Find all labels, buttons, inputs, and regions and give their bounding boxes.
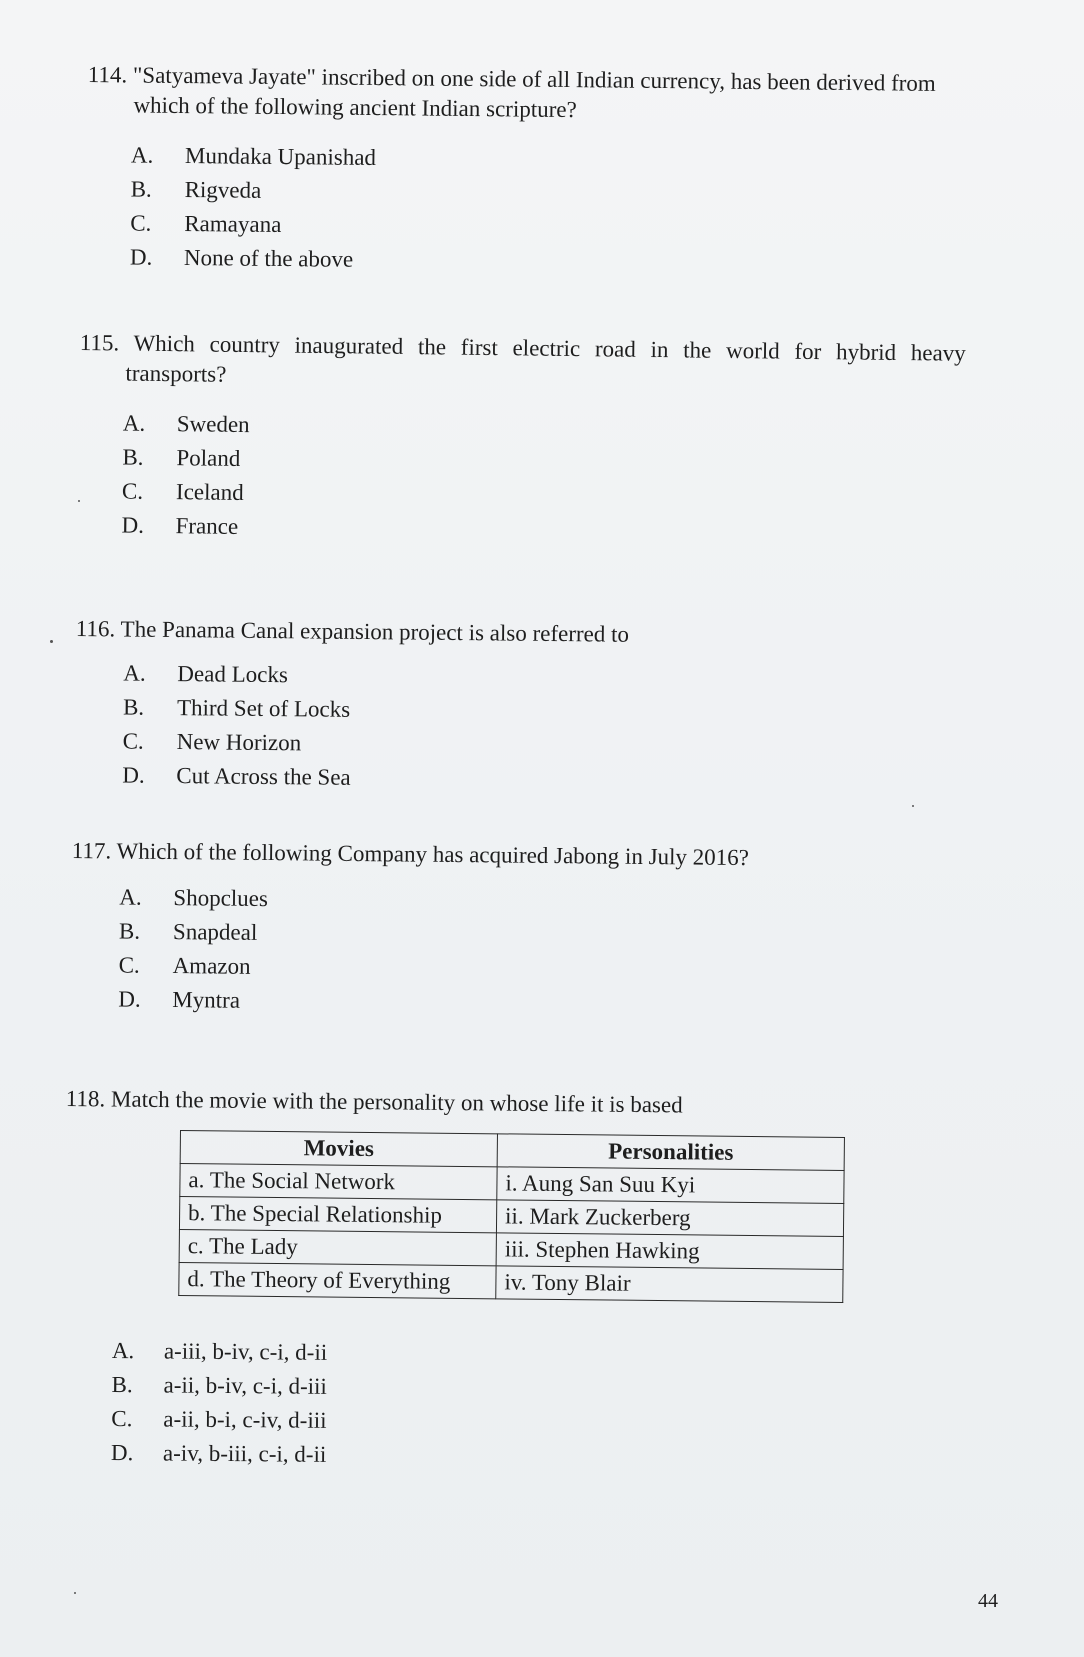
- question-number: 115.: [79, 329, 120, 356]
- option-b: B. Third Set of Locks: [122, 694, 351, 722]
- option-c: C. Amazon: [118, 952, 251, 979]
- option-c: C. Ramayana: [130, 210, 282, 238]
- page-number: 44: [978, 1590, 998, 1612]
- question-115: [77, 328, 966, 555]
- option-d: D. None of the above: [129, 244, 354, 272]
- question-text: "Satyameva Jayate" inscribed on one side of all Indian currency, has been derived from: [132, 62, 936, 96]
- option-b: B. Snapdeal: [118, 918, 258, 945]
- question-number: 114.: [87, 61, 128, 88]
- option-b: B. Rigveda: [130, 176, 262, 203]
- movie-cell: b. The Special Relationship: [179, 1197, 496, 1233]
- question-number: 116.: [75, 615, 116, 642]
- option-b: B. a-ii, b-iv, c-i, d-iii: [111, 1371, 327, 1399]
- question-number: 118.: [65, 1085, 106, 1112]
- movie-cell: c. The Lady: [179, 1229, 496, 1265]
- question-text: Match the movie with the personality on whose life it is based: [110, 1086, 683, 1118]
- scan-speck: [74, 1592, 76, 1594]
- option-d: D. Cut Across the Sea: [122, 762, 351, 790]
- question-114: [86, 60, 936, 285]
- personality-cell: ii. Mark Zuckerberg: [496, 1200, 843, 1237]
- option-a: A. Mundaka Upanishad: [130, 142, 377, 171]
- movie-cell: d. The Theory of Everything: [179, 1262, 496, 1298]
- question-118: [66, 1084, 683, 1120]
- scan-speck: [78, 500, 80, 502]
- question-text: The Panama Canal expansion project is also referred to: [120, 616, 630, 647]
- option-d: D. Myntra: [118, 986, 241, 1013]
- options-list: [130, 140, 935, 284]
- option-b: B. Poland: [122, 444, 241, 471]
- column-header-personalities: Personalities: [497, 1134, 844, 1171]
- question-text: Which of the following Company has acquired Jabong in July 2016?: [116, 838, 750, 871]
- question-text: Which country inaugurated the first electric road in the world for hybrid heavy: [133, 330, 966, 366]
- option-a: A. Sweden: [122, 410, 250, 438]
- options-list: [118, 883, 749, 1026]
- scan-speck: [912, 805, 914, 807]
- question-116: [74, 614, 629, 800]
- options-list: [121, 409, 965, 555]
- personality-cell: iv. Tony Blair: [496, 1266, 843, 1303]
- personality-cell: iii. Stephen Hawking: [496, 1233, 843, 1270]
- question-117: [70, 836, 749, 1025]
- option-a: A. a-iii, b-iv, c-i, d-ii: [111, 1338, 328, 1365]
- personality-cell: i. Aung San Suu Kyi: [497, 1167, 844, 1204]
- options-list: [122, 659, 629, 800]
- option-c: C. a-ii, b-i, c-iv, d-iii: [111, 1405, 327, 1433]
- option-c: C. Iceland: [121, 478, 244, 506]
- column-header-movies: Movies: [180, 1131, 497, 1167]
- match-table: [178, 1130, 845, 1303]
- option-d: D. a-iv, b-iii, c-i, d-ii: [110, 1439, 327, 1467]
- movie-cell: a. The Social Network: [180, 1164, 497, 1200]
- option-a: A. Dead Locks: [123, 660, 289, 688]
- table-row: [179, 1262, 843, 1302]
- question-text-continued: transports?: [125, 360, 227, 387]
- option-c: C. New Horizon: [122, 728, 302, 756]
- scan-speck: [50, 640, 53, 643]
- question-number: 117.: [71, 837, 112, 864]
- option-a: A. Shopclues: [119, 884, 269, 912]
- option-d: D. France: [121, 512, 239, 539]
- question-text-continued: which of the following ancient Indian scripture?: [133, 92, 577, 123]
- options-list: [111, 1338, 327, 1476]
